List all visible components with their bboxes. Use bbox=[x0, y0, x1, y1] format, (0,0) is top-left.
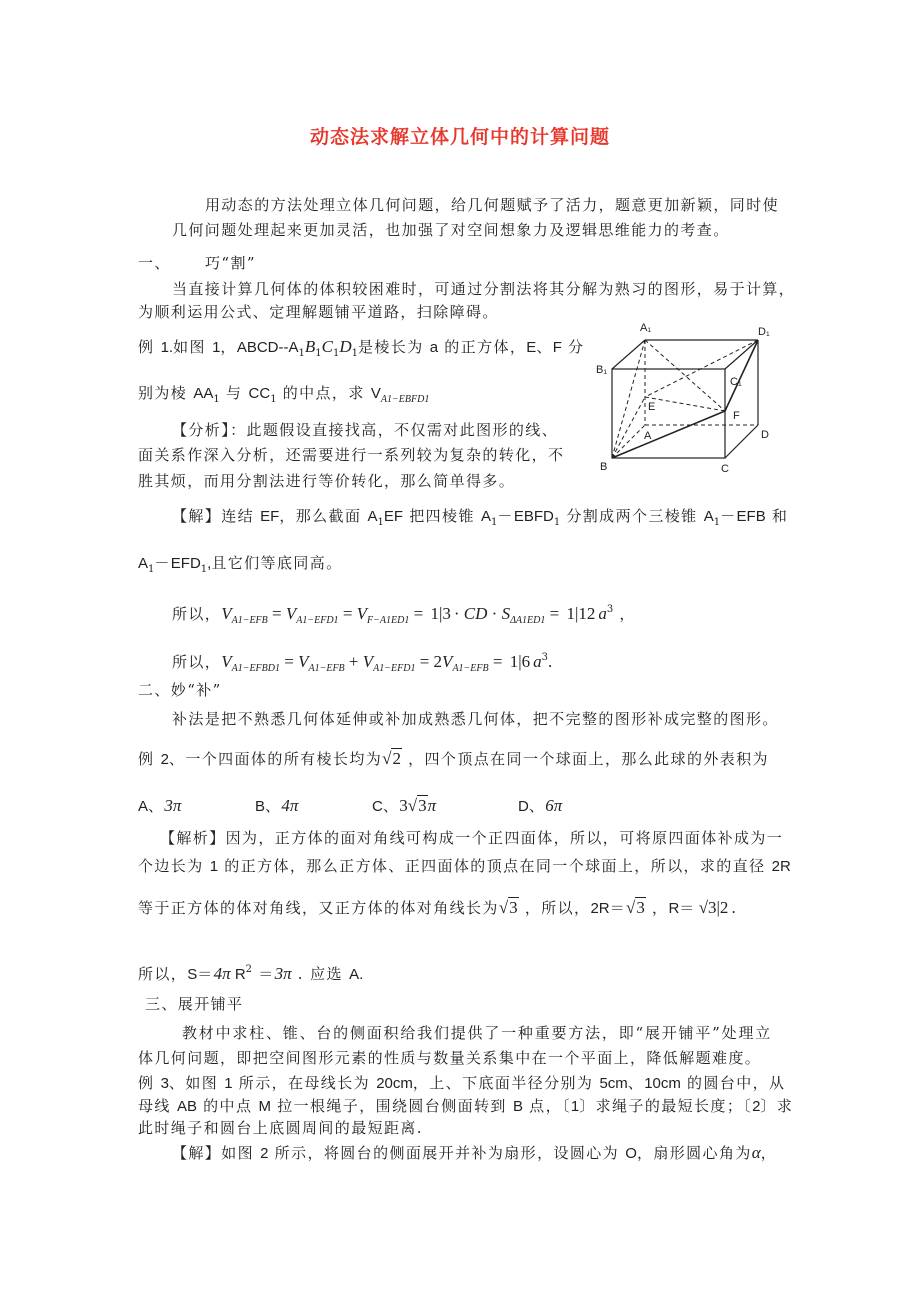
text-run: = bbox=[409, 604, 428, 623]
text-run: 所以， bbox=[172, 605, 222, 623]
text-run: 三、展开铺平 bbox=[145, 995, 244, 1013]
text-run: 例 bbox=[138, 750, 161, 768]
text-run: V bbox=[221, 652, 232, 671]
text-run: 4π bbox=[213, 964, 231, 983]
text-run: V bbox=[356, 604, 368, 623]
text-run: 10cm bbox=[644, 1075, 681, 1092]
segment-EF bbox=[645, 397, 725, 411]
text-run: 所以， bbox=[172, 653, 222, 671]
text-run: . bbox=[731, 898, 736, 917]
segment-BE bbox=[612, 397, 645, 458]
square-root bbox=[626, 897, 646, 917]
text-run: EFB bbox=[736, 508, 766, 525]
text-run: a bbox=[533, 652, 542, 671]
text-run: 2 bbox=[160, 751, 169, 768]
text-run: 所以， bbox=[138, 965, 188, 983]
text-run: 二、妙“补” bbox=[138, 681, 222, 699]
text-run: V bbox=[370, 385, 381, 402]
text-line bbox=[138, 960, 363, 985]
text-run: 且它们等底同高。 bbox=[211, 554, 343, 572]
text-run: 的中点 bbox=[196, 1097, 259, 1115]
text-run: ，扇形圆心角为 bbox=[636, 1144, 752, 1162]
text-run: EFD bbox=[170, 555, 201, 572]
text-line bbox=[138, 471, 515, 491]
text-run: B bbox=[512, 1098, 523, 1115]
text-line bbox=[138, 337, 584, 364]
cube-figure bbox=[590, 315, 790, 485]
text-run: a bbox=[598, 604, 607, 623]
text-run: 1 bbox=[553, 517, 561, 528]
text-run: 2R bbox=[590, 900, 610, 917]
text-run: AB bbox=[176, 1098, 197, 1115]
text-run: · bbox=[453, 604, 464, 623]
text-run: 〕求 bbox=[760, 1097, 794, 1115]
text-line bbox=[138, 1073, 785, 1094]
text-line bbox=[255, 796, 298, 817]
text-line bbox=[138, 445, 564, 465]
text-line bbox=[138, 680, 222, 700]
page-title: 动态法求解立体几何中的计算问题 bbox=[309, 126, 610, 148]
label-B1: B₁ bbox=[596, 364, 608, 376]
text-run: A. bbox=[349, 966, 364, 983]
text-run: A bbox=[703, 508, 714, 525]
text-run: A1−EFBD1 bbox=[231, 663, 280, 674]
text-run: 如图 bbox=[173, 338, 213, 356]
text-run: S bbox=[501, 604, 511, 623]
text-run: A1−EFB bbox=[231, 615, 268, 626]
text-run: 分 bbox=[561, 338, 585, 356]
text-line bbox=[172, 220, 730, 240]
text-run: 1 bbox=[713, 517, 721, 528]
fraction: 1|3 bbox=[430, 604, 451, 623]
text-run: ，四个顶点在同一个球面上，那么此球的外表积为 bbox=[401, 750, 769, 768]
text-run: B bbox=[255, 798, 266, 815]
text-run: CC bbox=[248, 385, 271, 402]
text-run: ， bbox=[645, 899, 669, 917]
text-run: 【解】连结 bbox=[172, 507, 261, 525]
text-run: 1 bbox=[270, 394, 277, 405]
text-run: 拉一根绳子，围绕圆台侧面转到 bbox=[271, 1097, 513, 1115]
text-run: = bbox=[267, 604, 286, 623]
text-run: 3 bbox=[160, 1075, 169, 1092]
text-run: A bbox=[138, 555, 149, 572]
text-run: 5cm bbox=[599, 1075, 628, 1092]
text-run: 〕求绳子的最短长度；〔 bbox=[579, 1097, 753, 1115]
text-line bbox=[172, 420, 558, 440]
segment-BA1 bbox=[612, 340, 645, 458]
text-run: 2R bbox=[771, 858, 791, 875]
text-line bbox=[172, 1143, 777, 1164]
text-run: EF bbox=[383, 508, 404, 525]
text-run: 1 bbox=[298, 348, 305, 359]
text-run: 1 bbox=[491, 517, 498, 528]
label-E: E bbox=[648, 401, 656, 413]
radical-sign-icon: √ bbox=[626, 898, 636, 917]
square-root bbox=[408, 795, 428, 815]
text-run: 点，〔 bbox=[523, 1097, 571, 1115]
text-run: 2 bbox=[260, 1145, 269, 1162]
text-run: 、如图 bbox=[168, 1074, 225, 1092]
text-run: 是棱长为 bbox=[358, 338, 430, 356]
text-run: EF bbox=[260, 508, 280, 525]
text-run: ， bbox=[613, 605, 636, 623]
text-run: F bbox=[552, 339, 562, 356]
segment-A1F bbox=[645, 340, 725, 411]
text-run: A bbox=[481, 508, 492, 525]
text-run: ， bbox=[220, 338, 237, 356]
text-run: 1 bbox=[212, 339, 221, 356]
text-run: 1 bbox=[200, 564, 208, 575]
text-run: 3π bbox=[164, 796, 182, 815]
text-run: ＝ bbox=[679, 899, 696, 917]
label-D1: D₁ bbox=[758, 326, 770, 338]
text-run: 和 bbox=[765, 507, 789, 525]
text-run: 4π bbox=[281, 796, 299, 815]
text-run: C bbox=[321, 337, 333, 356]
fraction: 1|12 bbox=[566, 604, 596, 623]
text-run: 3π bbox=[274, 964, 292, 983]
text-run: A bbox=[138, 798, 149, 815]
text-run: 【分析】：此题假设直接找高，不仅需对此图形的线、 bbox=[172, 421, 559, 439]
text-run: － bbox=[497, 507, 514, 525]
text-run: = bbox=[280, 652, 299, 671]
text-run: 胜其烦，而用分割法进行等价转化，那么简单得多。 bbox=[138, 472, 516, 490]
text-run: 1. bbox=[160, 339, 174, 356]
fraction: 1|6 bbox=[509, 652, 531, 671]
text-line bbox=[138, 749, 769, 770]
text-run: 别为棱 bbox=[138, 384, 194, 402]
text-line bbox=[138, 898, 736, 919]
text-line bbox=[372, 796, 436, 817]
text-line bbox=[205, 253, 256, 273]
segment-BF bbox=[612, 411, 725, 458]
radical-sign-icon: √ bbox=[407, 796, 418, 815]
text-run: 一、 bbox=[138, 254, 171, 272]
text-run: ，所以， bbox=[518, 899, 591, 917]
square-root bbox=[382, 748, 402, 768]
text-run: 母线 bbox=[138, 1097, 177, 1115]
text-run: 1 bbox=[351, 348, 358, 359]
text-run: 教材中求柱、锥、台的侧面积给我们提供了一种重要方法，即“展开铺平”处理立 bbox=[182, 1024, 772, 1042]
text-run: ＝ bbox=[252, 965, 275, 983]
radical-sign-icon: √ bbox=[498, 898, 509, 917]
fraction: √3|2 bbox=[698, 898, 729, 917]
text-run: a bbox=[429, 339, 439, 356]
text-run: 、 bbox=[536, 338, 553, 356]
text-run: R bbox=[230, 966, 246, 983]
text-line bbox=[172, 648, 552, 679]
text-run: 1 bbox=[209, 858, 219, 875]
radical-sign-icon: √ bbox=[382, 749, 392, 768]
text-line bbox=[138, 253, 171, 273]
text-run: 面关系作深入分析，还需要进行一系列较为复杂的转化，不 bbox=[138, 446, 565, 464]
radicand: 2 bbox=[392, 749, 401, 768]
text-run: 所示，在母线长为 bbox=[232, 1074, 377, 1092]
text-run: 1 bbox=[377, 517, 384, 528]
label-A1: A₁ bbox=[640, 322, 652, 334]
text-run: α bbox=[751, 1143, 761, 1162]
text-run: CD bbox=[463, 604, 488, 623]
text-run: D bbox=[339, 337, 352, 356]
square-root bbox=[499, 897, 519, 917]
text-run: B bbox=[304, 337, 316, 356]
text-run: A1−EBFD1 bbox=[380, 394, 430, 405]
text-run: M bbox=[258, 1098, 272, 1115]
text-run: 所示，将圆台的侧面展开并补为扇形，设圆心为 bbox=[268, 1144, 626, 1162]
cube-edge bbox=[725, 425, 758, 458]
text-line bbox=[138, 553, 343, 580]
text-run: 的正方体，那么正方体、正四面体的顶点在同一个球面上，所以，求的直径 bbox=[218, 857, 772, 875]
text-run: = bbox=[338, 604, 357, 623]
text-run: 6π bbox=[545, 796, 563, 815]
text-run: E bbox=[526, 339, 537, 356]
text-run: 分割成两个三棱锥 bbox=[560, 507, 704, 525]
text-run: 此时绳子和圆台上底圆周间的最短距离. bbox=[138, 1119, 423, 1137]
text-run: 2 bbox=[245, 964, 253, 975]
text-run: V bbox=[285, 604, 297, 623]
text-run: O bbox=[625, 1145, 637, 1162]
text-run: 补法是把不熟悉几何体延伸或补加成熟悉几何体，把不完整的图形补成完整的图形。 bbox=[172, 710, 779, 728]
label-C: C bbox=[721, 463, 729, 475]
cube-front-face bbox=[612, 369, 725, 458]
radicand: 3 bbox=[636, 898, 645, 917]
text-run: · bbox=[487, 604, 502, 623]
text-line bbox=[172, 709, 779, 729]
radicand: 3 bbox=[509, 898, 518, 917]
text-run: 1 bbox=[148, 564, 155, 575]
text-run: 与 bbox=[219, 384, 249, 402]
text-run: . 应选 bbox=[291, 965, 350, 983]
text-run: V bbox=[362, 652, 374, 671]
label-C1: C₁ bbox=[730, 376, 742, 388]
text-run: 、 bbox=[382, 797, 400, 815]
text-run: 等于正方体的体对角线，又正方体的体对角线长为 bbox=[138, 899, 499, 917]
text-line bbox=[172, 506, 788, 533]
text-run: 3 bbox=[399, 796, 408, 815]
text-line bbox=[138, 1096, 793, 1117]
text-run: 把四棱锥 bbox=[403, 507, 482, 525]
label-D: D bbox=[761, 429, 769, 441]
text-run: 2 bbox=[752, 1098, 761, 1115]
text-run: 例 bbox=[138, 1074, 161, 1092]
text-line bbox=[518, 796, 562, 817]
text-run: ， bbox=[760, 1144, 778, 1162]
text-run: 20cm bbox=[376, 1075, 413, 1092]
text-line bbox=[138, 796, 181, 817]
text-run: A bbox=[367, 508, 378, 525]
text-line bbox=[145, 994, 243, 1014]
radicand: 3 bbox=[418, 796, 427, 815]
text-run: － bbox=[154, 554, 171, 572]
text-run: 、 bbox=[148, 797, 165, 815]
text-run: 、 bbox=[265, 797, 282, 815]
text-line bbox=[160, 828, 783, 848]
text-run: V bbox=[298, 652, 309, 671]
text-line bbox=[182, 1023, 772, 1043]
text-run: 【解】如图 bbox=[172, 1144, 261, 1162]
text-run: D bbox=[518, 798, 529, 815]
text-run: A1−EFB bbox=[452, 663, 489, 674]
text-line bbox=[138, 302, 499, 322]
text-run: A1−EFD1 bbox=[296, 615, 339, 626]
text-run: S bbox=[187, 966, 198, 983]
text-run: 、 bbox=[627, 1074, 645, 1092]
text-run: 用动态的方法处理立体几何问题，给几何题赋予了活力，题意更加新颖，同时使 bbox=[205, 196, 780, 214]
text-run: 1 bbox=[315, 348, 322, 359]
text-run: 体几何问题，即把空间图形元素的性质与数量关系集中在一个平面上，降低解题难度。 bbox=[138, 1049, 762, 1067]
text-line bbox=[138, 856, 791, 877]
text-run: AA bbox=[193, 385, 214, 402]
text-run: － bbox=[720, 507, 737, 525]
text-run: 几何问题处理起来更加灵活，也加强了对空间想象力及逻辑思维能力的考查。 bbox=[172, 221, 730, 239]
text-line bbox=[138, 383, 429, 410]
text-run: A1−EFD1 bbox=[373, 663, 416, 674]
text-run: + bbox=[344, 652, 363, 671]
text-line bbox=[138, 1118, 423, 1138]
text-run: 1 bbox=[332, 348, 340, 359]
text-run: = bbox=[488, 652, 507, 671]
text-run: 3 bbox=[541, 652, 548, 663]
label-A: A bbox=[644, 430, 652, 442]
text-run: EBFD bbox=[513, 508, 554, 525]
text-run: ＝ bbox=[609, 899, 627, 917]
text-run: 、一个四面体的所有棱长均为 bbox=[168, 750, 383, 768]
text-run: 巧“割” bbox=[205, 254, 256, 272]
text-run: V bbox=[221, 604, 232, 623]
text-run: F−A1ED1 bbox=[367, 615, 410, 626]
text-run: 例 bbox=[138, 338, 161, 356]
text-line bbox=[138, 1048, 761, 1068]
text-run: 1 bbox=[224, 1075, 233, 1092]
text-line bbox=[205, 195, 779, 215]
label-B: B bbox=[600, 461, 608, 473]
text-run: ABCD--A bbox=[236, 339, 299, 356]
text-run: ，那么截面 bbox=[279, 507, 368, 525]
text-run: A1−EFB bbox=[308, 663, 345, 674]
text-run: 当直接计算几何体的体积较困难时，可通过分割法将其分解为熟习的图形，易于计算， bbox=[172, 280, 796, 298]
label-F: F bbox=[733, 410, 740, 422]
text-line bbox=[172, 279, 795, 299]
text-run: . bbox=[548, 652, 553, 671]
text-run: = bbox=[545, 604, 564, 623]
text-line bbox=[172, 600, 636, 631]
text-run: 3 bbox=[606, 604, 614, 615]
text-run: 的圆台中，从 bbox=[680, 1074, 786, 1092]
text-run: 、 bbox=[528, 797, 546, 815]
text-run: V bbox=[442, 652, 453, 671]
text-run: π bbox=[427, 796, 437, 815]
text-run: 的中点，求 bbox=[276, 384, 371, 402]
text-run: C bbox=[372, 798, 383, 815]
text-run: 【解析】因为，正方体的面对角线可构成一个正四面体，所以，可将原四面体补成为一 bbox=[160, 829, 784, 847]
text-run: ＝ bbox=[197, 965, 214, 983]
text-run: 为顺利运用公式、定理解题铺平道路，扫除障碍。 bbox=[138, 303, 499, 321]
text-run: 个边长为 bbox=[138, 857, 210, 875]
text-run: ΔA1ED1 bbox=[510, 615, 546, 626]
text-run: = 2 bbox=[415, 652, 443, 671]
text-run: 的正方体， bbox=[438, 338, 527, 356]
text-run: ，上、下底面半径分别为 bbox=[412, 1074, 600, 1092]
cube-edge bbox=[612, 340, 645, 369]
text-run: 1 bbox=[213, 394, 220, 405]
text-run: , bbox=[207, 555, 212, 572]
text-run: 1 bbox=[570, 1098, 580, 1115]
text-run: R bbox=[668, 900, 680, 917]
